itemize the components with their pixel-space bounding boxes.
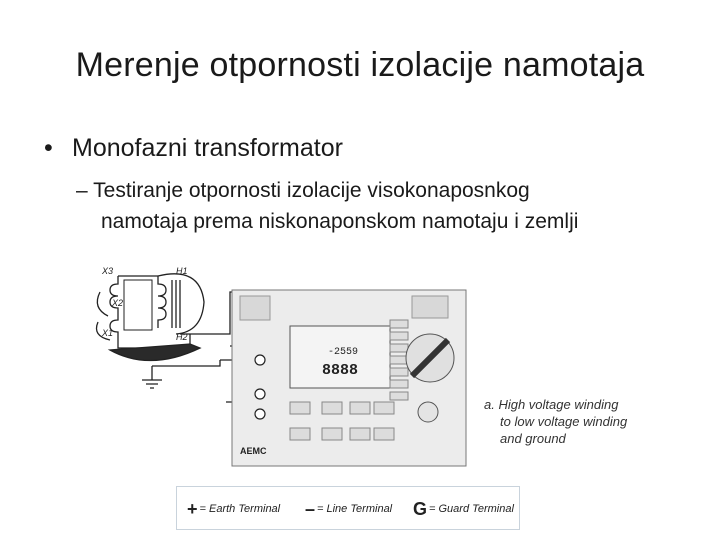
label-x1: X1 xyxy=(102,328,114,338)
guard-label: = Guard Terminal xyxy=(429,503,514,515)
sub-bullet-line-2: namotaja prema niskonaponskom namotaju i zemlji xyxy=(101,210,579,233)
megohmmeter-diagram xyxy=(90,262,490,482)
legend-line xyxy=(305,499,392,520)
brand-logo: AEMC xyxy=(240,446,267,456)
line-symbol: – xyxy=(305,499,316,519)
caption-line-3: and ground xyxy=(500,431,566,446)
terminal-legend xyxy=(176,486,520,530)
label-x3: X3 xyxy=(102,266,114,276)
sub-bullet-line-1: – Testiranje otpornosti izolacije visokonaposnkog xyxy=(76,179,530,202)
winding-labels xyxy=(101,266,188,342)
figure-caption xyxy=(484,396,627,447)
earth-symbol: + xyxy=(187,499,198,519)
instrument-panel xyxy=(232,290,466,466)
label-x2: X2 xyxy=(112,298,124,308)
line-label: = Line Terminal xyxy=(317,503,393,515)
bullet-item xyxy=(44,134,343,163)
label-h2: H2 xyxy=(176,332,188,342)
sub-bullet-item xyxy=(76,175,578,237)
legend-guard xyxy=(413,499,514,520)
earth-label: = Earth Terminal xyxy=(199,503,281,515)
legend-earth xyxy=(187,499,280,520)
bullet-text: Monofazni transformator xyxy=(72,134,343,162)
range-buttons xyxy=(390,320,408,400)
bullet-marker: • xyxy=(44,134,53,162)
slide-title: Merenje otpornosti izolacije namotaja xyxy=(75,46,645,84)
caption-line-2: to low voltage winding xyxy=(500,414,628,429)
caption-line-1: a. High voltage winding xyxy=(484,397,619,412)
display-value: -2559 xyxy=(328,347,359,358)
guard-symbol: G xyxy=(413,499,428,519)
label-h1: H1 xyxy=(176,266,188,276)
display-digits: 8888 xyxy=(322,362,359,379)
